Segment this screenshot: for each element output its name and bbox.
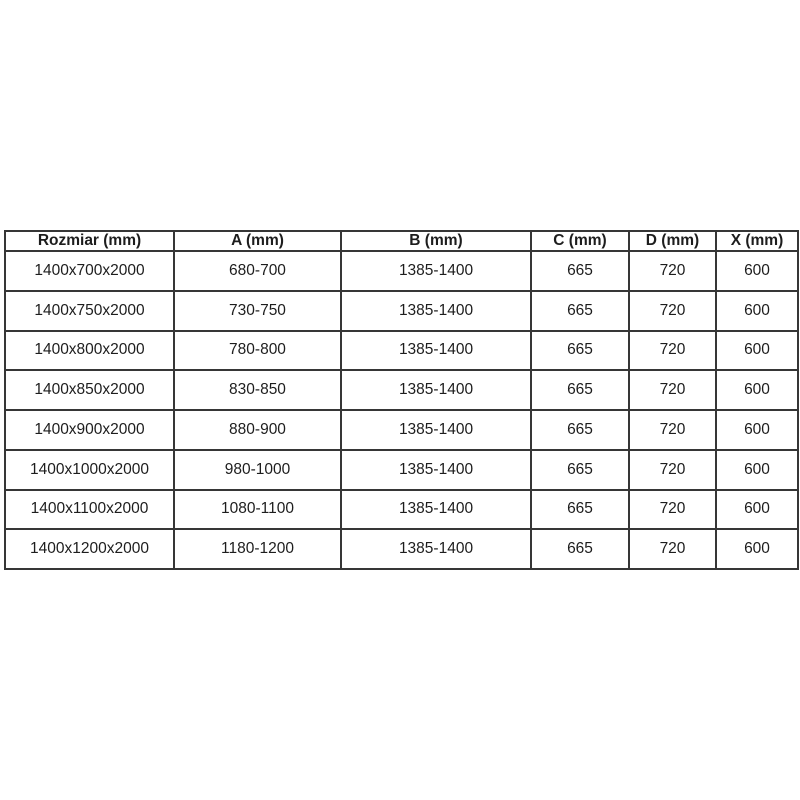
dimension-spec-table — [4, 230, 799, 570]
cell-rozmiar: 1400x800x2000 — [5, 331, 174, 371]
cell-d: 720 — [629, 529, 716, 569]
cell-a: 980-1000 — [174, 450, 341, 490]
cell-c: 665 — [531, 370, 629, 410]
cell-d: 720 — [629, 291, 716, 331]
cell-d: 720 — [629, 331, 716, 371]
column-header-b: B (mm) — [341, 231, 531, 251]
column-header-x: X (mm) — [716, 231, 798, 251]
cell-c: 665 — [531, 529, 629, 569]
cell-c: 665 — [531, 251, 629, 291]
cell-x: 600 — [716, 251, 798, 291]
table-row — [5, 251, 798, 291]
table-row — [5, 450, 798, 490]
column-header-d: D (mm) — [629, 231, 716, 251]
table-row — [5, 529, 798, 569]
cell-b: 1385-1400 — [341, 529, 531, 569]
table-row — [5, 331, 798, 371]
cell-x: 600 — [716, 529, 798, 569]
cell-x: 600 — [716, 450, 798, 490]
cell-rozmiar: 1400x700x2000 — [5, 251, 174, 291]
cell-b: 1385-1400 — [341, 251, 531, 291]
cell-b: 1385-1400 — [341, 490, 531, 530]
cell-b: 1385-1400 — [341, 450, 531, 490]
cell-d: 720 — [629, 370, 716, 410]
cell-a: 1080-1100 — [174, 490, 341, 530]
table-row — [5, 410, 798, 450]
cell-x: 600 — [716, 370, 798, 410]
column-header-c: C (mm) — [531, 231, 629, 251]
cell-b: 1385-1400 — [341, 370, 531, 410]
column-header-rozmiar: Rozmiar (mm) — [5, 231, 174, 251]
cell-rozmiar: 1400x1200x2000 — [5, 529, 174, 569]
cell-a: 730-750 — [174, 291, 341, 331]
cell-a: 880-900 — [174, 410, 341, 450]
table-row — [5, 490, 798, 530]
cell-x: 600 — [716, 410, 798, 450]
cell-a: 830-850 — [174, 370, 341, 410]
cell-c: 665 — [531, 331, 629, 371]
cell-x: 600 — [716, 331, 798, 371]
cell-a: 680-700 — [174, 251, 341, 291]
cell-d: 720 — [629, 450, 716, 490]
cell-b: 1385-1400 — [341, 410, 531, 450]
cell-rozmiar: 1400x1100x2000 — [5, 490, 174, 530]
cell-c: 665 — [531, 291, 629, 331]
cell-d: 720 — [629, 490, 716, 530]
cell-c: 665 — [531, 450, 629, 490]
cell-c: 665 — [531, 490, 629, 530]
cell-rozmiar: 1400x900x2000 — [5, 410, 174, 450]
cell-d: 720 — [629, 251, 716, 291]
cell-d: 720 — [629, 410, 716, 450]
header-row — [5, 231, 798, 251]
cell-b: 1385-1400 — [341, 291, 531, 331]
cell-c: 665 — [531, 410, 629, 450]
table-row — [5, 370, 798, 410]
table-row — [5, 291, 798, 331]
cell-x: 600 — [716, 291, 798, 331]
cell-rozmiar: 1400x750x2000 — [5, 291, 174, 331]
cell-x: 600 — [716, 490, 798, 530]
column-header-a: A (mm) — [174, 231, 341, 251]
cell-a: 780-800 — [174, 331, 341, 371]
cell-rozmiar: 1400x850x2000 — [5, 370, 174, 410]
cell-a: 1180-1200 — [174, 529, 341, 569]
cell-rozmiar: 1400x1000x2000 — [5, 450, 174, 490]
cell-b: 1385-1400 — [341, 331, 531, 371]
